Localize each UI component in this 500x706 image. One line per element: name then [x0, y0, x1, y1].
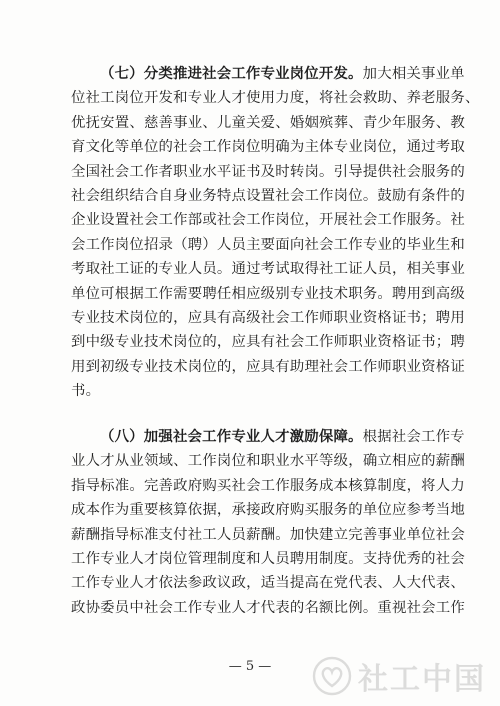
- section-heading: （七）分类推进社会工作专业岗位开发。: [100, 65, 363, 82]
- text-line: 位社工岗位开发和专业人才使用力度，将社会救助、养老服务、: [71, 90, 480, 107]
- text-line: 成本作为重要核算依据，承接政府购买服务的单位应参考当地: [71, 502, 465, 519]
- text-line: 指导标准。完善政府购买社会工作服务成本核算制度，将人力: [71, 477, 465, 494]
- paragraph-section-7: [71, 62, 480, 403]
- text-line: 全国社会工作者职业水平证书及时转岗。引导提供社会服务的: [71, 163, 465, 180]
- text-line: 书。: [71, 383, 101, 400]
- watermark: [312, 654, 486, 698]
- text-line: 工作专业人才依法参政议政，适当提高在党代表、人大代表、: [71, 575, 465, 592]
- text-line: 工作专业人才岗位管理制度和人员聘用制度。支持优秀的社会: [71, 550, 465, 567]
- text-line: 专业技术岗位的，应具有高级社会工作师职业资格证书；聘用: [71, 309, 465, 326]
- text-line: 会工作岗位招录（聘）人员主要面向社会工作专业的毕业生和: [71, 236, 465, 253]
- text-line: 育文化等单位的社会工作岗位明确为主体专业岗位，通过考取: [71, 139, 465, 156]
- paragraph-first-line: [71, 62, 465, 86]
- paragraph-section-8: [71, 425, 465, 620]
- text-line: 根据社会工作专: [362, 429, 465, 445]
- watermark-text: 社工中国: [358, 662, 486, 697]
- paragraph-first-line: [71, 425, 465, 449]
- text-line: 考取社工证的专业人员。通过考试取得社工证人员，相关事业: [71, 261, 465, 278]
- text-line: 政协委员中社会工作专业人才代表的名额比例。重视社会工作: [71, 599, 465, 616]
- text-line: 加大相关事业单: [362, 66, 465, 82]
- text-line: 企业设置社会工作部或社会工作岗位，开展社会工作服务。社: [71, 212, 465, 229]
- text-line: 优抚安置、慈善事业、儿童关爱、婚姻殡葬、青少年服务、教: [71, 114, 465, 131]
- text-line: 到中级专业技术岗位的，应具有社会工作师职业资格证书；聘: [71, 334, 465, 351]
- heart-hand-logo-icon: [312, 656, 352, 696]
- text-line: 薪酬指导标准支付社工人员薪酬。加快建立完善事业单位社会: [71, 526, 465, 543]
- page-number: — 5 —: [228, 659, 272, 674]
- text-line: 社会组织结合自身业务特点设置社会工作岗位。鼓励有条件的: [71, 187, 465, 204]
- section-heading: （八）加强社会工作专业人才激励保障。: [100, 428, 363, 445]
- text-line: 单位可根据工作需要聘任相应级别专业技术职务。聘用到高级: [71, 285, 465, 302]
- text-line: 用到初级专业技术岗位的，应具有助理社会工作师职业资格证: [71, 358, 465, 375]
- text-line: 业人才从业领域、工作岗位和职业水平等级，确立相应的薪酬: [71, 453, 465, 470]
